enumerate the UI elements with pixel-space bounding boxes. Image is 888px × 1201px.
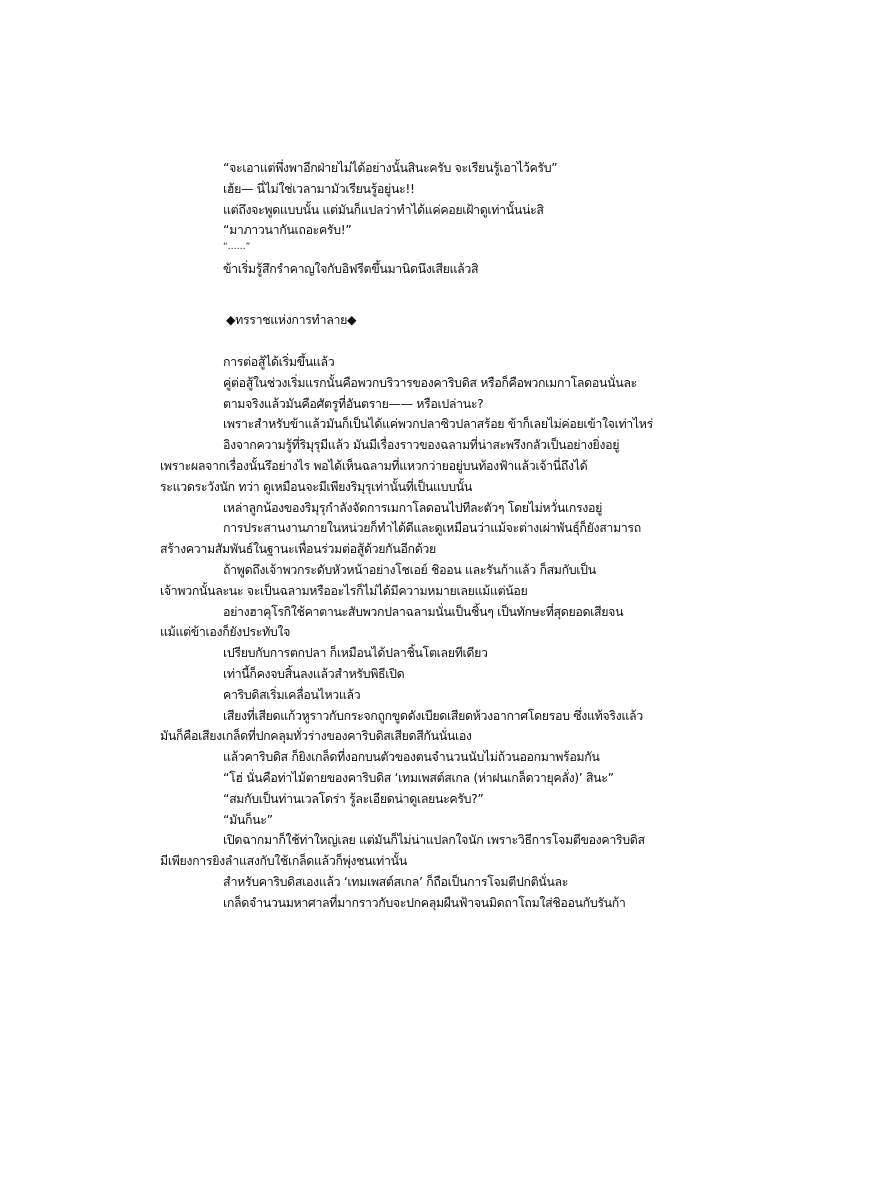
text-line: เปรียบกับการตกปลา ก็เหมือนได้ปลาชิ้นโตเลยทีเดียว (223, 645, 488, 661)
text-line: เกล็ดจำนวนมหาศาลที่มากราวกับจะปกคลุมผืนฟ้าจนมิดถาโถมใส่ชิออนกับรันก้า (223, 894, 626, 910)
text-line: เฮ้ย— นี่ไม่ใช่เวลามามัวเรียนรู้อยู่นะ!! (223, 180, 415, 196)
section-dialogue (160, 158, 720, 280)
text-line: การต่อสู้ได้เริ่มขึ้นแล้ว (223, 354, 335, 369)
section-body (160, 352, 720, 914)
text-line: ถ้าพูดถึงเจ้าพวกระดับหัวหน้าอย่างโชเอย์ ชิออน และรันก้าแล้ว ก็สมกับเป็น (223, 561, 596, 577)
text-line: คู่ต่อสู้ในช่วงเริ่มแรกนั้นคือพวกบริวารของคาริบดิส หรือก็คือพวกเมกาโลดอนนั่นละ (223, 374, 637, 390)
text-line: เพราะสำหรับข้าแล้วมันก็เป็นได้แค่พวกปลาซิวปลาสร้อย ข้าก็เลยไม่ค่อยเข้าใจเท่าไหร่ (223, 416, 653, 432)
text-line: “มาภาวนากันเถอะครับ!” (223, 222, 352, 238)
text-line: ระแวดระวังนัก ทว่า ดูเหมือนจะมีเพียงริมุรุเท่านั้นที่เป็นแบบนั้น (160, 478, 472, 494)
text-line: “โฮ่ นั่นคือท่าไม้ตายของคาริบดิส ‘เทมเพสต์สเกล (ห่าฝนเกล็ดวายุคลั่ง)’ สินะ” (223, 769, 614, 785)
text-line: “จะเอาแต่พึ่งพาอีกฝ่ายไม่ได้อย่างนั้นสินะครับ จะเรียนรู้เอาไว้ครับ” (223, 160, 558, 175)
text-line: การประสานงานภายในหน่วยก็ทำได้ดีและดูเหมือนว่าแม้จะต่างเผ่าพันธุ์ก็ยังสามารถ (223, 520, 641, 536)
text-line: เพราะผลจากเรื่องนั้นรึอย่างไร พอได้เห็นฉลามที่แหวกว่ายอยู่บนท้องฟ้าแล้วเจ้านี่ถึงได้ (160, 457, 588, 473)
text-line: มันก็คือเสียงเกล็ดที่ปกคลุมทั่วร่างของคาริบดิสเสียดสีกันนั่นเอง (160, 728, 472, 744)
text-line: แต่ถึงจะพูดแบบนั้น แต่มันก็แปลว่าทำได้แค่คอยเฝ้าดูเท่านั้นน่ะสิ (223, 201, 544, 217)
text-line: เปิดฉากมาก็ใช้ท่าใหญ่เลย แต่มันก็ไม่น่าแปลกใจนัก เพราะวิธีการโจมตีของคาริบดิส (223, 832, 645, 848)
text-line: เสียงที่เสียดแก้วหูราวกับกระจกถูกขูดดังเบียดเสียดห้วงอากาศโดยรอบ ซึ่งแท้จริงแล้ว (223, 707, 643, 723)
text-line: “สมกับเป็นท่านเวลโดร่า รู้ละเอียดน่าดูเลยนะครับ?” (223, 790, 484, 806)
text-line: แม้แต่ข้าเองก็ยังประทับใจ (160, 624, 291, 640)
text-line: อิงจากความรู้ที่ริมุรุมีแล้ว มันมีเรื่องราวของฉลามที่น่าสะพรึงกลัวเป็นอย่างยิ่งอยู่ (223, 437, 620, 453)
text-line: อย่างฮาคุโรกิใช้คาตานะสับพวกปลาฉลามนั่นเป็นชิ้นๆ เป็นทักษะที่สุดยอดเสียจน (223, 603, 624, 619)
text-line: ข้าเริ่มรู้สึกรำคาญใจกับอิฟรีตขึ้นมานิดนึงเสียแล้วสิ (223, 261, 479, 277)
text-line: แล้วคาริบดิส ก็ยิงเกล็ดที่งอกบนตัวของตนจำนวนนับไม่ถ้วนออกมาพร้อมกัน (223, 749, 600, 765)
text-line: สร้างความสัมพันธ์ในฐานะเพื่อนร่วมต่อสู้ด้วยกันอีกด้วย (160, 541, 436, 557)
text-line: มีเพียงการยิงลำแสงกับใช้เกล็ดแล้วก็พุ่งชนเท่านั้น (160, 853, 407, 869)
ellipsis-line: “……” (223, 242, 251, 253)
text-line: เจ้าพวกนั้นละนะ จะเป็นฉลามหรืออะไรก็ไม่ได้มีความหมายเลยแม้แต่น้อย (160, 582, 528, 598)
text-line: เท่านี้ก็คงจบสิ้นลงแล้วสำหรับพิธีเปิด (223, 665, 405, 681)
text-line: คาริบดิสเริ่มเคลื่อนไหวแล้ว (223, 686, 361, 702)
text-line: สำหรับคาริบดิสเองแล้ว ‘เทมเพสต์สเกล’ ก็ถือเป็นการโจมตีปกตินั่นละ (223, 873, 569, 889)
section-heading: ◆ทรราชแห่งการทำลาย◆ (226, 312, 357, 327)
text-line: ตามจริงแล้วมันคือศัตรูที่อันตราย—— หรือเปล่านะ? (223, 395, 484, 411)
text-line: เหล่าลูกน้องของริมุรุกำลังจัดการเมกาโลดอนไปทีละตัวๆ โดยไม่หวั่นเกรงอยู่ (223, 499, 603, 515)
text-line: “มันก็นะ” (223, 811, 273, 827)
